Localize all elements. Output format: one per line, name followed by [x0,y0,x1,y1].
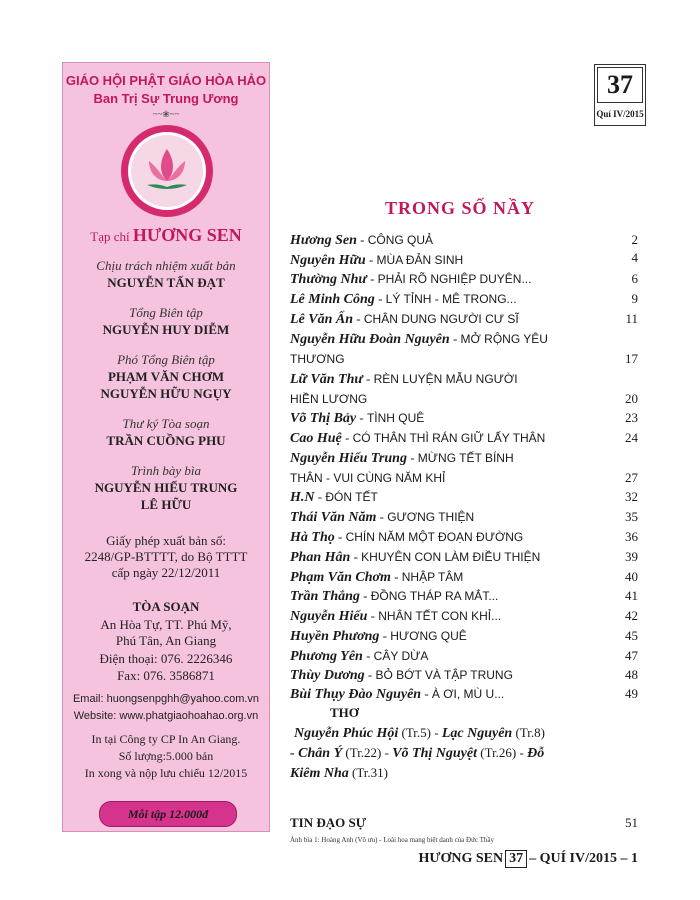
toc-page: 39 [625,549,638,564]
toc-entry-cont: THƯƠNG [290,352,345,366]
toc-page: 45 [625,628,638,643]
office-title: TÒA SOẠN [132,599,200,614]
toc-entry: Phương Yên - CÂY DỪA [290,648,429,664]
staff-role: Tổng Biên tập [129,305,203,320]
toc-entry-cont: THÂN - VUI CÙNG NĂM KHỈ [290,471,446,485]
toc-page: 49 [625,686,638,701]
staff-name: NGUYỄN HUY DIỄM [102,322,230,337]
ornament: ~~❀~~ [152,109,180,119]
license-line: 2248/GP-BTTTT, do Bộ TTTT [84,549,248,564]
office-phone: Điện thoại: 076. 2226346 [99,651,233,666]
poetry-line: Nguyễn Phúc Hội (Tr.5) - Lạc Nguyên (Tr.8) [294,725,545,741]
toc-entry: Nguyễn Hữu Đoàn Nguyên - MỞ RỘNG YÊU [290,331,548,347]
price-badge: Mỗi tập 12.000đ [99,801,237,827]
toc-entry: Bùi Thụy Đào Nguyên - À ƠI, MÙ U... [290,686,505,702]
staff-name: NGUYỄN HIẾU TRUNG [94,480,238,495]
staff-name: NGUYỄN TẤN ĐẠT [107,275,225,290]
toc-page: 41 [625,588,638,603]
poetry-heading: THƠ [330,705,359,720]
toc-entry: Trần Thắng - ĐỒNG THÁP RA MẮT... [290,588,499,604]
toc-page: 11 [625,311,638,326]
toc-page: 35 [625,509,638,524]
toc-page: 47 [625,648,638,663]
toc-page: 2 [631,232,638,247]
toc-entry: Lê Văn Ẩn - CHÂN DUNG NGƯỜI CƯ SĨ [290,311,519,327]
toc-page: 24 [625,430,638,445]
toc-entry-cont: HIỀN LƯƠNG [290,392,368,406]
toc-entry: Lê Minh Công - LÝ TỈNH - MÊ TRONG... [290,291,517,307]
staff-role: Chịu trách nhiệm xuất bản [96,258,236,273]
staff-name: PHẠM VĂN CHƠM [107,369,225,384]
lotus-logo-icon [119,123,215,219]
masthead-panel [62,62,270,832]
toc-entry: Lữ Văn Thư - RÈN LUYỆN MẪU NGƯỜI [290,371,518,387]
toc-entry: Huyền Phương - HƯƠNG QUÊ [290,628,467,644]
toc-entry: Nguyễn Hiếu Trung - MỪNG TẾT BÍNH [290,450,514,466]
staff-name: TRẦN CUỒNG PHU [106,433,226,448]
toc-page: 36 [625,529,638,544]
toc-page: 27 [625,470,638,485]
org-subtitle: Ban Trị Sự Trung Ương [93,91,239,106]
print-line: In tại Công ty CP In An Giang. [91,732,241,746]
cover-credit: Ảnh bìa 1: Hoàng Anh (Võ ưu) - Loài hoa mang biệt danh của Đức Thầy [290,836,494,844]
page-footer: HƯƠNG SEN 37 – QUÍ IV/2015 – 1 [418,851,638,866]
org-name: GIÁO HỘI PHẬT GIÁO HÒA HẢO [65,73,267,88]
issue-box [594,64,646,126]
toc-page: 20 [625,391,638,406]
toc-entry: Hương Sen - CÔNG QUẢ [290,232,434,248]
toc-entry: Nguyễn Hiếu - NHÂN TẾT CON KHỈ... [290,608,502,624]
toc-page: 40 [625,569,638,584]
toc-entry: Võ Thị Bảy - TÌNH QUÊ [290,410,425,426]
office-line: An Hòa Tự, TT. Phú Mỹ, [100,617,232,632]
toc-page: 4 [631,250,638,265]
toc-entry: H.N - ĐÓN TẾT [290,489,378,505]
toc-page: 9 [631,291,638,306]
website-line: Website: www.phatgiaohoahao.org.vn [73,710,259,722]
toc-entry: Cao Huệ - CÓ THÂN THÌ RÁN GIỮ LẤY THÂN [290,430,546,446]
footer-issue-number: 37 [505,850,527,868]
issue-quarter: Quí IV/2015 [596,109,644,119]
toc-page: 32 [625,489,638,504]
magazine-title: Tạp chí HƯƠNG SEN [90,225,242,245]
staff-name: NGUYỄN HỮU NGỤY [100,386,232,401]
staff-role: Thư ký Tòa soạn [122,416,210,431]
toc-entry: Thường Như - PHẢI RÕ NGHIỆP DUYÊN... [290,271,532,287]
toc-title: TRONG SỐ NẦY [384,198,535,218]
issue-number: 37 [597,67,643,103]
staff-role: Trình bày bìa [130,463,202,478]
toc-entry: Thái Văn Năm - GƯƠNG THIỆN [290,509,475,525]
staff-role: Phó Tổng Biên tập [117,352,215,367]
email-line: Email: huongsenpghh@yahoo.com.vn [72,693,260,705]
toc-entry: Phạm Văn Chơm - NHẬP TÂM [290,569,464,585]
poetry-line: - Chân Ý (Tr.22) - Võ Thị Nguyệt (Tr.26) - Đỗ [290,745,545,761]
office-line: Phú Tân, An Giang [115,633,217,648]
toc-entry: Phan Hân - KHUYÊN CON LÀM ĐIỀU THIỆN [290,549,541,565]
staff-name: LÊ HỮU [140,497,192,512]
poetry-line: Kiêm Nha (Tr.31) [290,765,388,781]
news-section-label: TIN ĐẠO SỰ [290,815,367,830]
toc-page: 17 [625,351,638,366]
news-section-page: 51 [625,815,638,830]
license-line: Giấy phép xuất bản số: [106,533,226,548]
toc-entry: Hà Thọ - CHÍN NĂM MỘT ĐOẠN ĐƯỜNG [290,529,524,545]
toc-page: 23 [625,410,638,425]
office-fax: Fax: 076. 3586871 [117,668,215,683]
license-line: cấp ngày 22/12/2011 [111,565,221,580]
toc-page: 42 [625,608,638,623]
toc-entry: Thùy Dương - BỎ BỚT VÀ TẬP TRUNG [290,667,513,683]
toc-entry: Nguyên Hữu - MÙA ĐẢN SINH [290,252,464,268]
toc-page: 48 [625,667,638,682]
print-line: Số lượng:5.000 bản [118,749,214,763]
print-line: In xong và nộp lưu chiểu 12/2015 [84,766,248,780]
toc-page: 6 [631,271,638,286]
